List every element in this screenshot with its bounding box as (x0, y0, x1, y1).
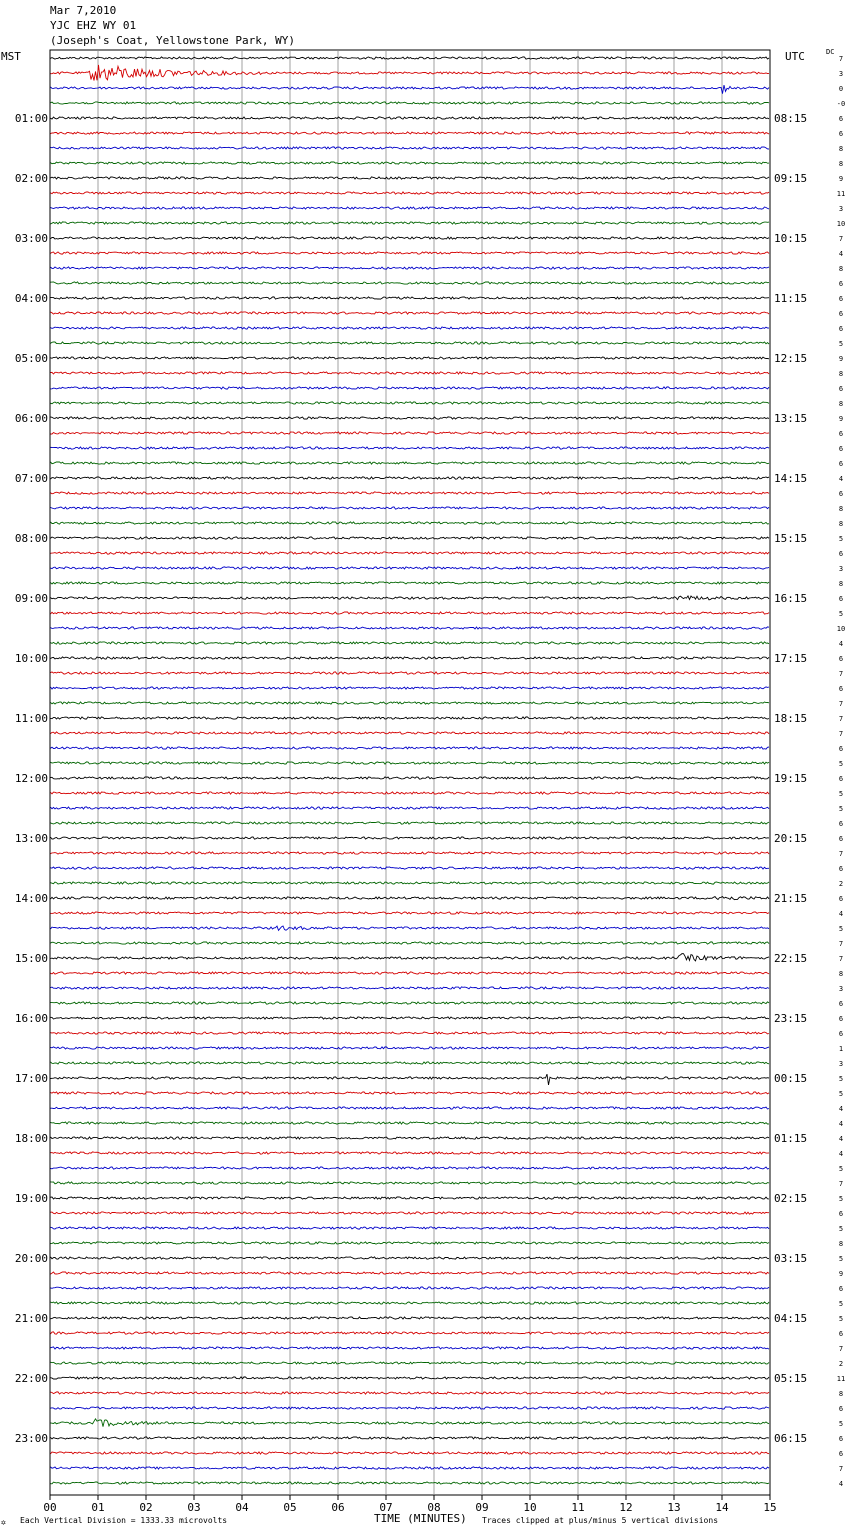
dc-value: 5 (838, 1165, 844, 1173)
dc-value: 7 (838, 850, 844, 858)
hour-label-utc: 18:15 (774, 712, 808, 725)
dc-value: 6 (838, 685, 844, 693)
dc-value: 6 (838, 460, 844, 468)
dc-value: 6 (838, 655, 844, 663)
dc-value: 2 (838, 1360, 844, 1368)
dc-value: 3 (838, 205, 844, 213)
trace-line-35 (51, 582, 770, 584)
trace-line-53 (51, 852, 770, 854)
trace-line-49 (51, 792, 770, 794)
trace-line-10 (51, 207, 770, 209)
dc-value: 5 (838, 340, 844, 348)
dc-value: 5 (838, 1300, 844, 1308)
hour-label-utc: 23:15 (774, 1012, 808, 1025)
dc-value: 6 (838, 280, 844, 288)
trace-line-76 (51, 1197, 770, 1199)
hour-label-utc: 16:15 (774, 592, 808, 605)
trace-line-3 (51, 102, 770, 104)
dc-value: 7 (838, 1345, 844, 1353)
dc-value: 6 (838, 1000, 844, 1008)
trace-line-13 (51, 252, 770, 254)
scale-note: Each Vertical Division = 1333.33 microvolts (20, 1516, 228, 1525)
dc-value: 4 (838, 1135, 844, 1143)
hour-label-utc: 02:15 (774, 1192, 808, 1205)
dc-value: 6 (838, 130, 844, 138)
x-tick-label: 09 (475, 1501, 489, 1514)
trace-line-21 (51, 372, 770, 374)
dc-value: 3 (838, 985, 844, 993)
trace-line-27 (51, 462, 770, 464)
dc-value: 8 (838, 1240, 844, 1248)
dc-value: 5 (838, 610, 844, 618)
hour-label-utc: 14:15 (774, 472, 808, 485)
trace-line-92 (51, 1437, 770, 1439)
dc-value: 6 (838, 1405, 844, 1413)
dc-label: DC (826, 48, 835, 56)
trace-line-93 (51, 1452, 770, 1454)
dc-value: 5 (838, 1255, 844, 1263)
x-tick-label: 13 (667, 1501, 681, 1514)
trace-line-79 (51, 1242, 770, 1244)
trace-line-83 (51, 1302, 770, 1304)
dc-value: 6 (838, 775, 844, 783)
x-tick-label: 12 (619, 1501, 633, 1514)
dc-value: 2 (838, 880, 844, 888)
trace-line-39 (51, 642, 770, 644)
trace-line-43 (51, 702, 770, 704)
trace-line-94 (51, 1467, 770, 1469)
trace-line-50 (51, 807, 770, 809)
trace-line-55 (51, 882, 770, 884)
dc-value: 7 (838, 1465, 844, 1473)
trace-line-77 (51, 1212, 770, 1214)
trace-line-57 (51, 912, 770, 914)
dc-value: 5 (838, 1195, 844, 1203)
trace-line-88 (51, 1377, 770, 1379)
trace-line-42 (51, 687, 770, 689)
dc-value: 4 (838, 1120, 844, 1128)
dc-value: 0 (838, 85, 844, 93)
plot-date: Mar 7,2010 (50, 4, 117, 17)
dc-value: 5 (838, 1090, 844, 1098)
trace-line-38 (51, 627, 770, 629)
hour-label-mst: 08:00 (14, 532, 48, 545)
hour-label-mst: 12:00 (14, 772, 48, 785)
dc-value: 6 (838, 490, 844, 498)
dc-value: 5 (838, 1225, 844, 1233)
hour-label-utc: 20:15 (774, 832, 808, 845)
x-tick-label: 10 (523, 1501, 537, 1514)
dc-value: 3 (838, 1060, 844, 1068)
dc-value: 10 (836, 625, 846, 633)
dc-value: 8 (838, 145, 844, 153)
dc-value: 4 (838, 475, 844, 483)
hour-label-utc: 21:15 (774, 892, 808, 905)
trace-line-26 (51, 447, 770, 449)
hour-label-mst: 09:00 (14, 592, 48, 605)
dc-value: 4 (838, 250, 844, 258)
trace-line-29 (51, 492, 770, 494)
dc-value: 10 (836, 220, 846, 228)
trace-line-34 (51, 567, 770, 569)
hour-label-mst: 14:00 (14, 892, 48, 905)
plot-frame (50, 50, 770, 1495)
hour-label-utc: 22:15 (774, 952, 808, 965)
hour-label-mst: 03:00 (14, 232, 48, 245)
dc-value: 8 (838, 265, 844, 273)
dc-value: 11 (836, 1375, 846, 1383)
x-tick-label: 08 (427, 1501, 441, 1514)
x-tick-label: 00 (43, 1501, 57, 1514)
dc-value: 7 (838, 55, 844, 63)
dc-value: 8 (838, 505, 844, 513)
dc-value: 8 (838, 160, 844, 168)
hour-label-mst: 21:00 (14, 1312, 48, 1325)
dc-value: 6 (838, 835, 844, 843)
dc-value: 5 (838, 805, 844, 813)
trace-line-16 (51, 297, 770, 299)
trace-line-25 (51, 432, 770, 434)
hour-label-utc: 05:15 (774, 1372, 808, 1385)
dc-value: 8 (838, 1390, 844, 1398)
dc-value: 6 (838, 385, 844, 393)
trace-line-89 (51, 1392, 770, 1394)
dc-value: 8 (838, 370, 844, 378)
x-axis-label: TIME (MINUTES) (374, 1512, 467, 1525)
trace-line-0 (51, 57, 770, 59)
trace-line-41 (51, 672, 770, 674)
hour-label-utc: 15:15 (774, 532, 808, 545)
dc-value: 6 (838, 1285, 844, 1293)
hour-label-utc: 13:15 (774, 412, 808, 425)
hour-label-mst: 13:00 (14, 832, 48, 845)
trace-line-90 (51, 1407, 770, 1409)
x-tick-label: 11 (571, 1501, 585, 1514)
hour-label-mst: 04:00 (14, 292, 48, 305)
trace-line-82 (51, 1287, 770, 1289)
trace-line-47 (51, 762, 770, 764)
trace-line-28 (51, 477, 770, 479)
hour-label-mst: 19:00 (14, 1192, 48, 1205)
trace-line-48 (51, 777, 770, 779)
trace-line-86 (51, 1347, 770, 1349)
hour-label-mst: 22:00 (14, 1372, 48, 1385)
trace-line-66 (51, 1047, 770, 1049)
trace-line-95 (51, 1482, 770, 1484)
dc-value: 6 (838, 325, 844, 333)
trace-line-54 (51, 867, 770, 869)
x-tick-label: 05 (283, 1501, 297, 1514)
trace-line-67 (51, 1062, 770, 1064)
dc-value: 6 (838, 430, 844, 438)
trace-line-52 (51, 837, 770, 839)
trace-line-91 (51, 1419, 770, 1427)
trace-line-8 (51, 177, 770, 179)
trace-line-81 (51, 1272, 770, 1274)
trace-line-87 (51, 1362, 770, 1364)
dc-value: 6 (838, 745, 844, 753)
trace-line-23 (51, 402, 770, 404)
trace-line-4 (51, 117, 770, 119)
dc-value: 8 (838, 970, 844, 978)
dc-value: 5 (838, 1315, 844, 1323)
hour-label-mst: 01:00 (14, 112, 48, 125)
hour-label-utc: 03:15 (774, 1252, 808, 1265)
trace-line-12 (51, 237, 770, 239)
dc-value: 9 (838, 1270, 844, 1278)
dc-value: 6 (838, 1330, 844, 1338)
trace-line-24 (51, 417, 770, 419)
trace-line-73 (51, 1152, 770, 1154)
trace-line-9 (51, 192, 770, 194)
dc-value: 8 (838, 520, 844, 528)
dc-value: 7 (838, 1180, 844, 1188)
hour-label-utc: 01:15 (774, 1132, 808, 1145)
x-tick-label: 02 (139, 1501, 153, 1514)
dc-value: 9 (838, 355, 844, 363)
station-location: (Joseph's Coat, Yellowstone Park, WY) (50, 34, 296, 47)
trace-line-46 (51, 747, 770, 749)
trace-line-18 (51, 327, 770, 329)
trace-line-36 (51, 596, 770, 600)
dc-value: 5 (838, 790, 844, 798)
hour-label-mst: 17:00 (14, 1072, 48, 1085)
hour-label-mst: 06:00 (14, 412, 48, 425)
dc-value: 6 (838, 295, 844, 303)
dc-value: 9 (838, 415, 844, 423)
trace-line-68 (51, 1074, 770, 1085)
hour-label-utc: 06:15 (774, 1432, 808, 1445)
hour-label-mst: 23:00 (14, 1432, 48, 1445)
hour-label-utc: 09:15 (774, 172, 808, 185)
dc-value: 7 (838, 730, 844, 738)
dc-value: 7 (838, 955, 844, 963)
trace-line-61 (51, 972, 770, 974)
trace-line-70 (51, 1107, 770, 1109)
hour-label-utc: 04:15 (774, 1312, 808, 1325)
trace-line-15 (51, 282, 770, 284)
trace-line-7 (51, 162, 770, 164)
dc-value: 4 (838, 1105, 844, 1113)
trace-line-37 (51, 612, 770, 614)
trace-line-63 (51, 1002, 770, 1004)
x-tick-label: 04 (235, 1501, 249, 1514)
dc-value: 5 (838, 760, 844, 768)
hour-label-mst: 10:00 (14, 652, 48, 665)
dc-value: 1 (838, 1045, 844, 1053)
trace-line-59 (51, 942, 770, 944)
x-tick-label: 06 (331, 1501, 345, 1514)
hour-label-mst: 16:00 (14, 1012, 48, 1025)
trace-line-31 (51, 522, 770, 524)
trace-line-5 (51, 132, 770, 134)
trace-line-84 (51, 1317, 770, 1319)
dc-value: 6 (838, 1435, 844, 1443)
trace-line-2 (51, 85, 770, 94)
trace-line-44 (51, 717, 770, 719)
right-timezone-label: UTC (785, 50, 805, 63)
clip-note: Traces clipped at plus/minus 5 vertical divisions (482, 1516, 719, 1525)
x-tick-label: 03 (187, 1501, 201, 1514)
left-timezone-label: MST (1, 50, 21, 63)
dc-value: 6 (838, 895, 844, 903)
dc-value: 11 (836, 190, 846, 198)
trace-line-64 (51, 1017, 770, 1019)
dc-value: 6 (838, 1015, 844, 1023)
trace-line-69 (51, 1092, 770, 1094)
trace-line-75 (51, 1182, 770, 1184)
dc-value: 8 (838, 400, 844, 408)
trace-line-40 (51, 657, 770, 659)
dc-value: 7 (838, 940, 844, 948)
dc-value: 6 (838, 550, 844, 558)
dc-value: 4 (838, 1150, 844, 1158)
trace-line-6 (51, 147, 770, 149)
dc-value: 6 (838, 820, 844, 828)
dc-value: 5 (838, 535, 844, 543)
trace-line-33 (51, 552, 770, 554)
dc-value: 6 (838, 445, 844, 453)
dc-value: 6 (838, 1210, 844, 1218)
hour-label-utc: 19:15 (774, 772, 808, 785)
dc-value: 8 (838, 580, 844, 588)
trace-line-71 (51, 1122, 770, 1124)
trace-line-65 (51, 1032, 770, 1034)
hour-label-utc: 00:15 (774, 1072, 808, 1085)
hour-label-mst: 15:00 (14, 952, 48, 965)
trace-line-74 (51, 1167, 770, 1169)
trace-line-62 (51, 987, 770, 989)
trace-line-58 (51, 926, 770, 930)
hour-label-utc: 12:15 (774, 352, 808, 365)
dc-value: 5 (838, 1075, 844, 1083)
trace-line-56 (51, 897, 770, 900)
trace-line-14 (51, 267, 770, 269)
dc-value: 4 (838, 1480, 844, 1488)
hour-label-utc: 11:15 (774, 292, 808, 305)
dc-value: 6 (838, 1450, 844, 1458)
hour-label-mst: 07:00 (14, 472, 48, 485)
dc-value: 3 (838, 70, 844, 78)
dc-value: 7 (838, 700, 844, 708)
trace-line-51 (51, 822, 770, 824)
trace-line-1 (51, 65, 770, 81)
trace-line-85 (51, 1332, 770, 1334)
trace-line-32 (51, 537, 770, 539)
dc-value: -0 (836, 100, 846, 108)
hour-label-utc: 08:15 (774, 112, 808, 125)
trace-line-17 (51, 312, 770, 314)
dc-value: 6 (838, 115, 844, 123)
trace-line-60 (51, 954, 770, 961)
station-code: YJC EHZ WY 01 (50, 19, 137, 32)
hour-label-utc: 17:15 (774, 652, 808, 665)
trace-line-20 (51, 357, 770, 359)
dc-value: 6 (838, 310, 844, 318)
trace-line-72 (51, 1137, 770, 1139)
dc-value: 9 (838, 175, 844, 183)
x-tick-label: 14 (715, 1501, 729, 1514)
trace-line-30 (51, 507, 770, 509)
hour-label-mst: 11:00 (14, 712, 48, 725)
dc-value: 6 (838, 865, 844, 873)
hour-label-utc: 10:15 (774, 232, 808, 245)
trace-line-45 (51, 732, 770, 734)
trace-line-19 (51, 342, 770, 344)
dc-value: 4 (838, 640, 844, 648)
dc-value: 7 (838, 715, 844, 723)
hour-label-mst: 18:00 (14, 1132, 48, 1145)
trace-line-80 (51, 1257, 770, 1259)
hour-label-mst: 05:00 (14, 352, 48, 365)
dc-value: 6 (838, 1030, 844, 1038)
dc-value: 5 (838, 1420, 844, 1428)
dc-value: 3 (838, 565, 844, 573)
x-tick-label: 07 (379, 1501, 393, 1514)
dc-value: 5 (838, 925, 844, 933)
dc-value: 6 (838, 595, 844, 603)
trace-line-11 (51, 222, 770, 224)
x-tick-label: 01 (91, 1501, 105, 1514)
hour-label-mst: 20:00 (14, 1252, 48, 1265)
trace-line-22 (51, 387, 770, 389)
dc-value: 4 (838, 910, 844, 918)
trace-line-78 (51, 1227, 770, 1229)
dc-value: 7 (838, 670, 844, 678)
corner-mark: ✡ (1, 1518, 6, 1527)
dc-value: 7 (838, 235, 844, 243)
hour-label-mst: 02:00 (14, 172, 48, 185)
x-tick-label: 15 (763, 1501, 777, 1514)
